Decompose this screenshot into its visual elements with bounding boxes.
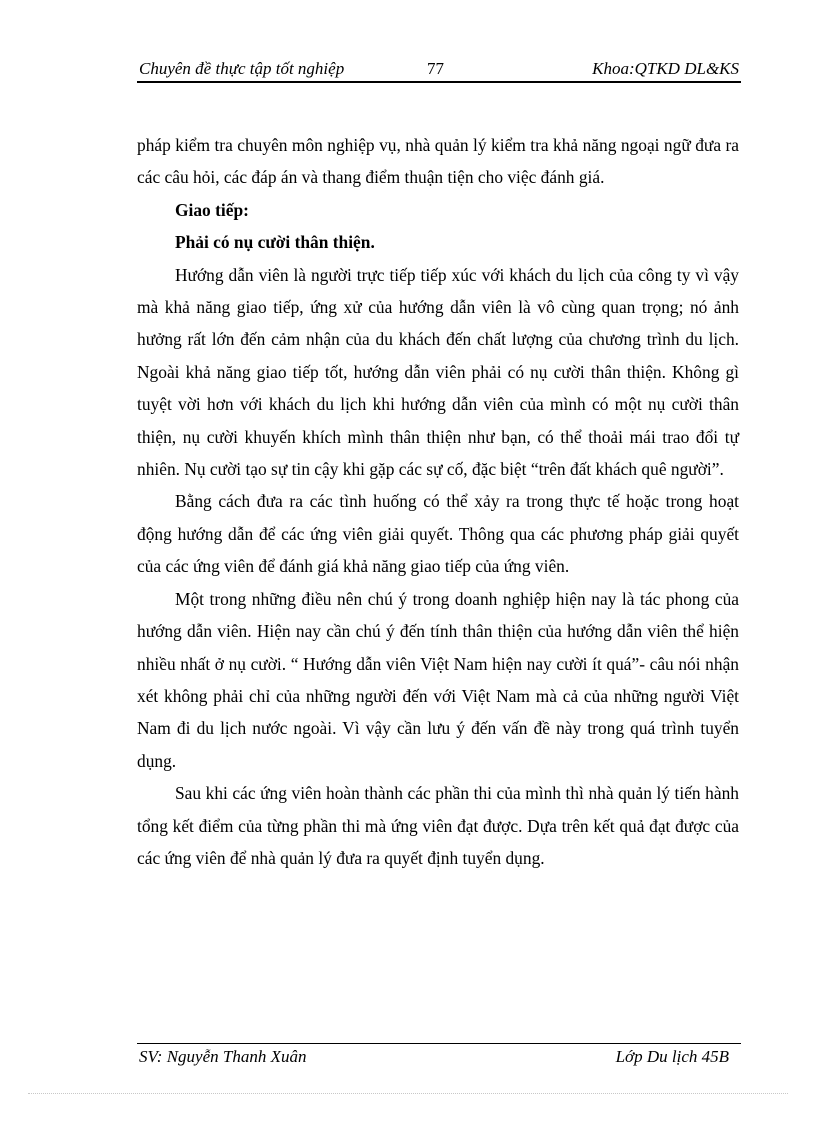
- heading-smile: Phải có nụ cười thân thiện.: [175, 232, 375, 253]
- header-faculty: Khoa:QTKD DL&KS: [592, 59, 739, 78]
- header-divider: [137, 81, 741, 83]
- footer-student: SV: Nguyễn Thanh Xuân: [139, 1047, 307, 1066]
- header-page-number: 77: [427, 59, 444, 78]
- paragraph-manner: Một trong những điều nên chú ý trong doanh nghiệp hiện nay là tác phong của hướng dẫn viên. Hiện nay cần chú ý đến tính thân thiện của hướng dẫn viên thể hiện nhiều nhất ở nụ cười. “ Hướng dẫn viên Việt Nam hiện nay cười ít quá”- câu nói nhận xét không phải chỉ của những người đến với Việt Nam mà cả của những người Việt Nam đi du lịch nước ngoài. Vì vậy cần lưu ý đến vấn đề này trong quá trình tuyển dụng.: [137, 588, 739, 771]
- page-footer: [137, 1045, 741, 1069]
- paragraph-continuation: pháp kiểm tra chuyên môn nghiệp vụ, nhà quản lý kiểm tra khả năng ngoại ngữ đưa ra các câu hỏi, các đáp án và thang điểm thuận tiện cho việc đánh giá.: [137, 135, 739, 188]
- document-body: [137, 129, 739, 874]
- page-header: [137, 57, 741, 81]
- paragraph-situations: Bằng cách đưa ra các tình huống có thể xảy ra trong thực tế hoặc trong hoạt động hướng dẫn để các ứng viên giải quyết. Thông qua các phương pháp giải quyết của các ứng viên để đánh giá khả năng giao tiếp của ứng viên.: [137, 491, 739, 577]
- paragraph-guide-communication: Hướng dẫn viên là người trực tiếp tiếp xúc với khách du lịch của công ty vì vậy mà khả năng giao tiếp, ứng xử của hướng dẫn viên là vô cùng quan trọng; nó ảnh hưởng rất lớn đến cảm nhận của du khách đến chất lượng của chương trình du lịch. Ngoài khả năng giao tiếp tốt, hướng dẫn viên phải có nụ cười thân thiện. Không gì tuyệt vời hơn với khách du lịch khi hướng dẫn viên của mình có một nụ cười thân thiện, nụ cười khuyến khích mình thân thiện như bạn, có thể thoải mái trao đổi tự nhiên. Nụ cười tạo sự tin cậy khi gặp các sự cố, đặc biệt “trên đất khách quê người”.: [137, 264, 739, 480]
- paragraph-conclusion: Sau khi các ứng viên hoàn thành các phần thi của mình thì nhà quản lý tiến hành tổng kết điểm của từng phần thi mà ứng viên đạt được. Dựa trên kết quả đạt được của các ứng viên để nhà quản lý đưa ra quyết định tuyển dụng.: [137, 783, 739, 868]
- footer-divider: [137, 1043, 741, 1044]
- heading-communication: Giao tiếp:: [175, 199, 249, 220]
- header-title: Chuyên đề thực tập tốt nghiệp: [139, 59, 345, 78]
- footer-class: Lớp Du lịch 45B: [615, 1047, 729, 1066]
- page-bottom-edge: [28, 1093, 788, 1094]
